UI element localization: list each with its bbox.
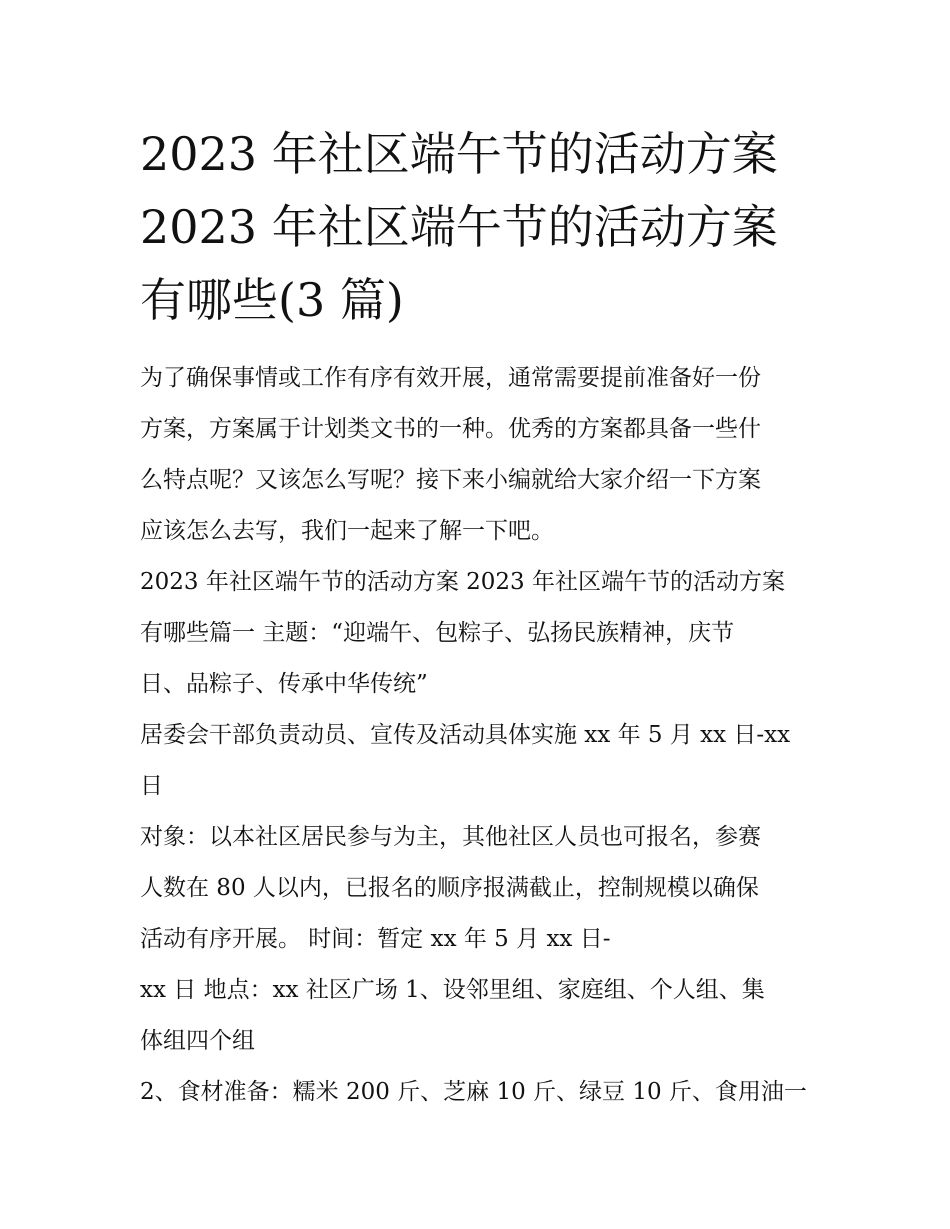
title-line-1: 2023 年社区端午节的活动方案 (140, 127, 778, 181)
text-line: 么特点呢？又该怎么写呢？接下来小编就给大家介绍一下方案 (140, 467, 761, 493)
title-line-2: 2023 年社区端午节的活动方案 (140, 200, 778, 254)
text-line: 人数在 80 人以内，已报名的顺序报满截止，控制规模以确保 (140, 875, 759, 901)
text-line: 活动有序开展。 时间：暂定 xx 年 5 月 xx 日- (140, 926, 611, 952)
organizer-paragraph (140, 710, 820, 812)
text-line: 体组四个组 (140, 1028, 255, 1054)
text-line: 2、食材准备：糯米 200 斤、芝麻 10 斤、绿豆 10 斤、食用油一 (140, 1079, 807, 1105)
theme-paragraph (140, 557, 820, 710)
text-line: 对象：以本社区居民参与为主，其他社区人员也可报名，参赛 (140, 824, 761, 850)
text-line: 居委会干部负责动员、宣传及活动具体实施 xx 年 5 月 xx 日-xx (140, 722, 791, 748)
text-line: 方案，方案属于计划类文书的一种。优秀的方案都具备一些什 (140, 416, 761, 442)
text-line: 应该怎么去写，我们一起来了解一下吧。 (140, 518, 554, 544)
document-title (140, 118, 820, 337)
ingredients-paragraph (140, 1067, 820, 1118)
text-line: 2023 年社区端午节的活动方案 2023 年社区端午节的活动方案 (140, 569, 785, 595)
document-body (140, 353, 820, 1118)
location-paragraph (140, 965, 820, 1067)
text-line: 日 (140, 773, 163, 799)
text-line: 有哪些篇一 主题：“迎端午、包粽子、弘扬民族精神，庆节 (140, 620, 735, 646)
text-line: 为了确保事情或工作有序有效开展，通常需要提前准备好一份 (140, 365, 761, 391)
text-line: xx 日 地点：xx 社区广场 1、设邻里组、家庭组、个人组、集 (140, 977, 765, 1003)
intro-paragraph (140, 353, 820, 557)
text-line: 日、品粽子、传承中华传统” (140, 671, 428, 697)
title-line-3: 有哪些(3 篇) (140, 273, 404, 327)
participants-paragraph (140, 812, 820, 965)
